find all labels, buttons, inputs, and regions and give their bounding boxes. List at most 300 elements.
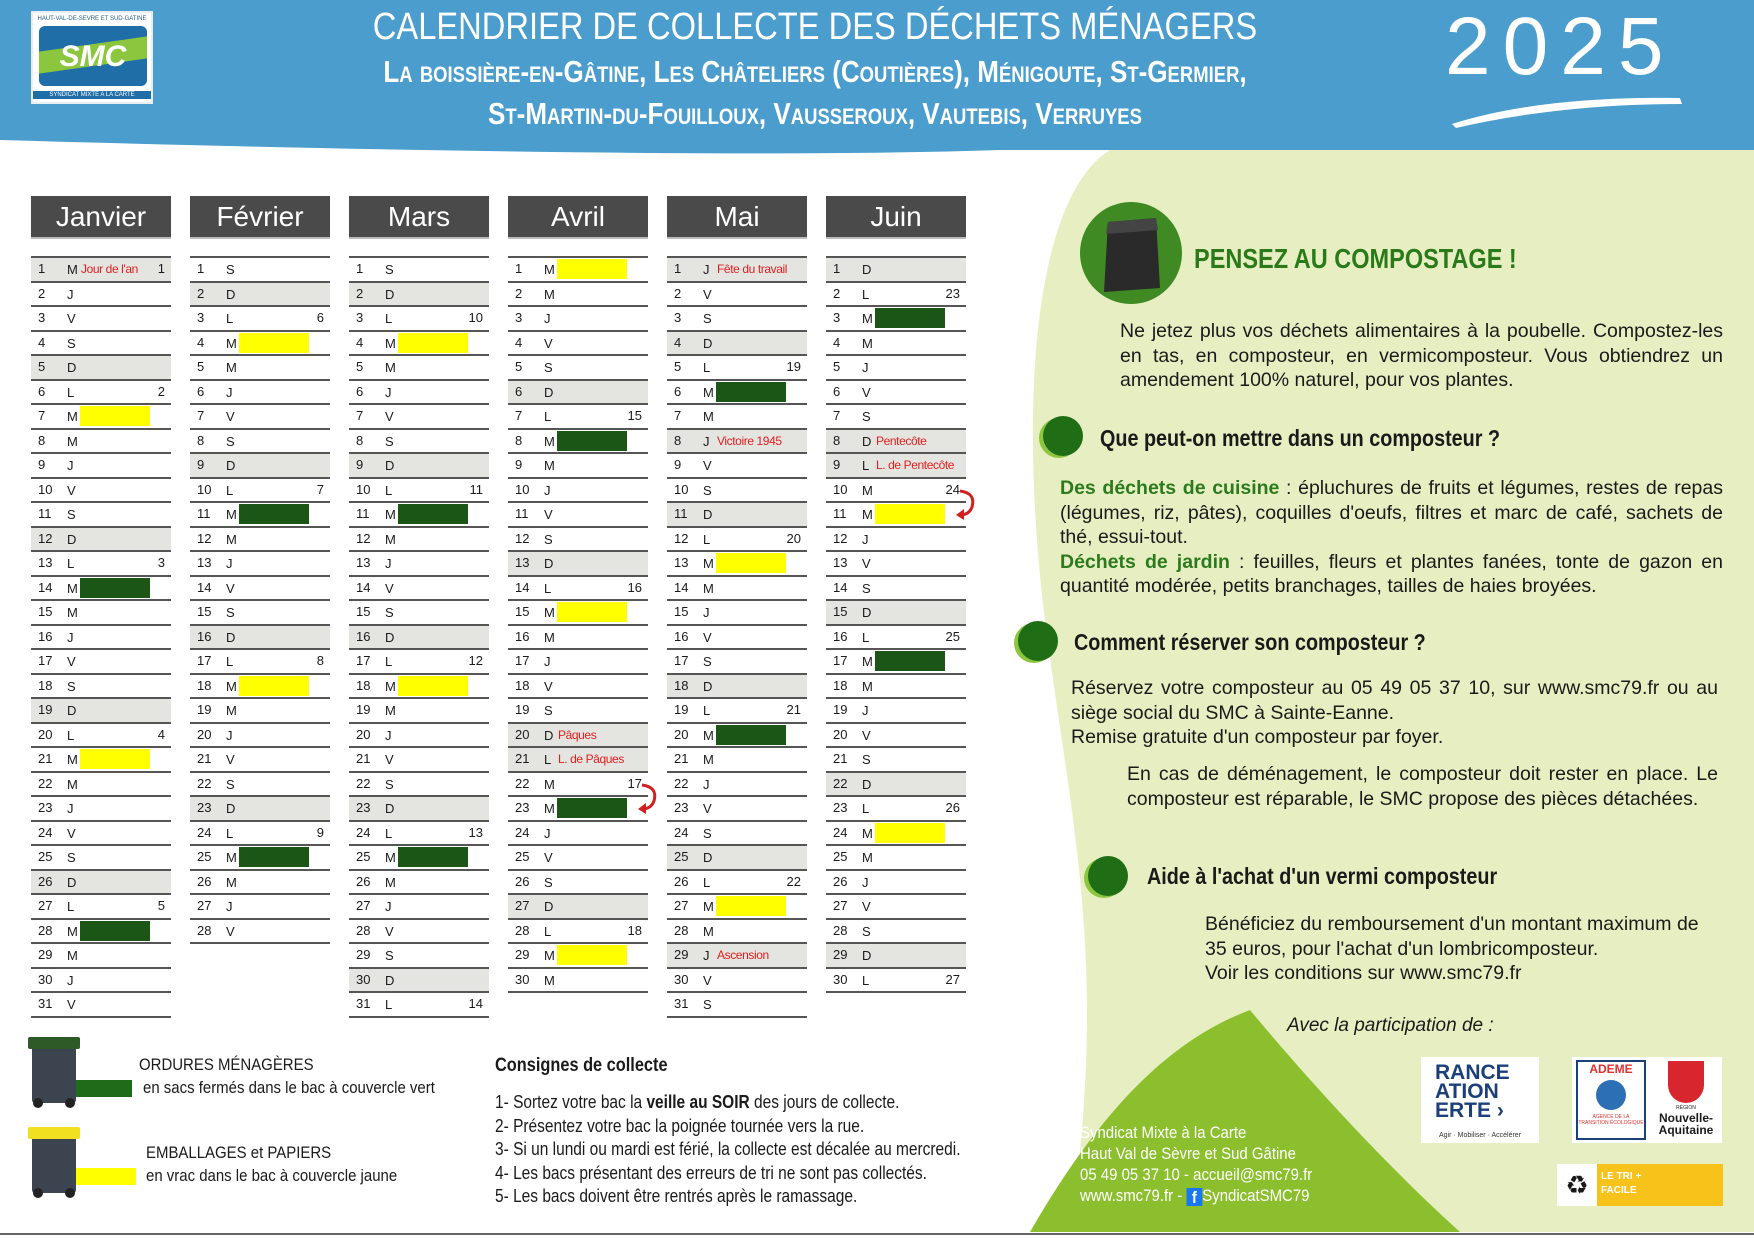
week-number: 5	[157, 898, 165, 913]
day-number: 25	[515, 849, 530, 864]
contact-email[interactable]: 05 49 05 37 10 - accueil@smc79.fr	[1080, 1165, 1313, 1184]
yellow-bin-icon	[28, 1125, 84, 1199]
day-row	[31, 577, 171, 602]
green-legend-swatch	[76, 1080, 132, 1097]
day-row	[826, 307, 966, 332]
day-row	[826, 748, 966, 773]
day-row	[826, 454, 966, 479]
month-header: Juin	[826, 196, 966, 237]
day-row	[826, 871, 966, 896]
day-row	[508, 283, 648, 308]
day-row	[349, 724, 489, 749]
day-number: 3	[38, 310, 46, 325]
day-number: 6	[833, 383, 841, 399]
day-row	[31, 381, 171, 406]
facebook-icon: f	[1186, 1188, 1202, 1206]
day-row	[667, 283, 807, 308]
weekday-letters: JVSDLMMJVSDLMMJVSDLMMJVSDLMMJVS	[703, 262, 714, 1012]
day-row	[190, 307, 330, 332]
day-number: 15	[833, 604, 848, 619]
weekday-letters: SDLMMJVSDLMMJVSDLMMJVSDLMMJV	[226, 262, 237, 939]
day-row	[826, 969, 966, 994]
day-number: 20	[356, 726, 371, 742]
day-number: 12	[833, 530, 848, 546]
day-number: 12	[515, 530, 530, 546]
day-number: 13	[833, 555, 848, 570]
day-row	[826, 944, 966, 969]
day-row	[826, 846, 966, 871]
day-number: 17	[833, 653, 848, 668]
day-row	[190, 258, 330, 283]
day-row	[349, 846, 489, 871]
week-number: 27	[945, 971, 960, 987]
week-number: 26	[945, 800, 960, 815]
day-row	[508, 822, 648, 847]
day-row	[667, 430, 807, 455]
day-number: 2	[197, 285, 205, 301]
day-row	[190, 503, 330, 528]
day-number: 16	[197, 628, 212, 644]
day-number: 30	[833, 971, 848, 987]
day-row	[349, 601, 489, 626]
day-row	[31, 944, 171, 969]
day-number: 21	[515, 751, 530, 766]
day-number: 1	[38, 261, 46, 276]
compost-move-text: En cas de déménagement, le composteur doit rester en place. Le composteur est réparable, le SMC propose des pièces détachées.	[1127, 763, 1718, 810]
consigne-5: 5- Les bacs doivent être rentrés après le ramassage.	[495, 1186, 858, 1206]
week-number: 4	[157, 726, 165, 742]
weekday-letters: SDLMMJVSDLMMJVSDLMMJVSDLMMJVSDL	[385, 262, 396, 1012]
week-number: 15	[627, 408, 642, 423]
day-row	[349, 258, 489, 283]
yellow-collection-marker	[716, 896, 786, 916]
day-number: 28	[197, 922, 212, 938]
day-row	[667, 332, 807, 357]
day-number: 11	[197, 506, 211, 521]
day-number: 17	[197, 653, 212, 668]
day-number: 11	[833, 506, 847, 521]
day-row	[508, 797, 648, 822]
day-number: 14	[356, 579, 371, 595]
day-row	[349, 405, 489, 430]
day-number: 2	[356, 285, 364, 301]
day-number: 9	[197, 457, 205, 472]
day-row	[826, 650, 966, 675]
day-number: 11	[38, 506, 52, 521]
day-number: 23	[356, 800, 371, 815]
day-number: 10	[515, 481, 530, 497]
day-number: 10	[674, 481, 689, 497]
day-row	[667, 405, 807, 430]
day-number: 1	[197, 261, 205, 276]
day-number: 29	[356, 947, 371, 962]
day-number: 10	[833, 481, 848, 497]
day-number: 30	[38, 971, 53, 987]
green-bin-icon	[28, 1035, 84, 1109]
day-number: 20	[197, 726, 212, 742]
day-number: 19	[197, 702, 212, 717]
day-number: 4	[833, 334, 841, 350]
day-number: 16	[356, 628, 371, 644]
day-row	[508, 944, 648, 969]
consigne-1: 1- Sortez votre bac la veille au SOIR des jours de collecte.	[495, 1092, 900, 1112]
weekday-letters: MMJVSDLMMJVSDLMMJVSDLMMJVSDLMM	[544, 262, 555, 988]
day-number: 26	[197, 873, 212, 889]
month-mars	[349, 196, 489, 1018]
day-row	[667, 944, 807, 969]
day-row	[349, 675, 489, 700]
day-number: 13	[356, 555, 371, 570]
day-number: 4	[38, 334, 46, 350]
day-row	[667, 356, 807, 381]
day-row	[190, 405, 330, 430]
day-row	[31, 797, 171, 822]
day-row	[508, 528, 648, 553]
day-row	[508, 454, 648, 479]
day-number: 31	[674, 996, 689, 1011]
yellow-collection-marker	[716, 553, 786, 573]
day-row	[190, 454, 330, 479]
france-nation-verte-logo: RANCE ATION ERTE › Agir · Mobiliser · Accélérer	[1421, 1057, 1539, 1143]
day-number: 18	[356, 677, 371, 693]
day-number: 3	[356, 310, 364, 325]
day-row	[190, 871, 330, 896]
yellow-collection-marker	[557, 602, 627, 622]
day-number: 24	[674, 824, 689, 840]
day-row	[508, 356, 648, 381]
day-number: 3	[674, 310, 682, 325]
day-row	[667, 454, 807, 479]
day-number: 25	[356, 849, 371, 864]
week-number: 10	[468, 310, 483, 325]
day-row	[508, 577, 648, 602]
day-row	[508, 650, 648, 675]
day-number: 29	[833, 947, 848, 962]
composter-icon	[1078, 200, 1184, 306]
legend-green-title: ORDURES MÉNAGÈRES	[139, 1055, 314, 1074]
day-number: 7	[674, 408, 682, 423]
day-number: 22	[674, 775, 689, 791]
day-number: 5	[38, 359, 46, 374]
day-row	[190, 601, 330, 626]
day-row	[667, 479, 807, 504]
website-link[interactable]: www.smc79.fr -	[1080, 1186, 1187, 1205]
day-number: 30	[356, 971, 371, 987]
holiday-label: L. de Pâques	[558, 752, 624, 766]
day-row	[826, 332, 966, 357]
week-number: 20	[786, 530, 801, 546]
day-row	[826, 773, 966, 798]
day-row	[190, 846, 330, 871]
week-number: 7	[316, 481, 324, 497]
day-row	[667, 699, 807, 724]
day-row	[826, 699, 966, 724]
day-number: 23	[515, 800, 530, 815]
day-row	[31, 479, 171, 504]
compost-what-text: Des déchets de cuisine : épluchures de fruits et légumes, restes de repas (légumes, riz, pâtes), coquilles d'oeufs, filtres et marc de café, sachets de thé, essui-tout. Déchets de jardin : feuilles, fleurs et plantes fanées, tonte de gazon en quantité modérée, petits branchages, tailles de haies broyées.	[1060, 477, 1723, 597]
day-number: 7	[356, 408, 364, 423]
week-number: 11	[469, 481, 483, 497]
month-janvier	[31, 196, 171, 1018]
day-row	[31, 332, 171, 357]
green-collection-marker	[239, 504, 309, 524]
day-number: 15	[38, 604, 53, 619]
month-header: Mai	[667, 196, 807, 237]
day-number: 29	[515, 947, 530, 962]
week-number: 14	[468, 996, 483, 1011]
day-number: 3	[515, 310, 523, 325]
day-row	[508, 675, 648, 700]
day-row	[349, 356, 489, 381]
day-number: 8	[833, 432, 841, 448]
compost-aide-text: Bénéficiez du remboursement d'un montant maximum de 35 euros, pour l'achat d'un lombricomposteur. Voir les conditions sur www.smc79.fr	[1205, 913, 1699, 984]
day-number: 26	[674, 873, 689, 889]
bullet-icon	[1018, 621, 1058, 661]
day-number: 31	[38, 996, 53, 1011]
day-number: 20	[515, 726, 530, 742]
green-collection-marker	[239, 847, 309, 867]
week-number: 25	[945, 628, 960, 644]
day-number: 7	[38, 408, 46, 423]
day-row	[508, 405, 648, 430]
day-row	[826, 528, 966, 553]
consignes-title: Consignes de collecte	[495, 1055, 668, 1076]
day-number: 19	[356, 702, 371, 717]
day-number: 8	[356, 432, 364, 448]
day-number: 20	[833, 726, 848, 742]
facebook-link[interactable]: SyndicatSMC79	[1202, 1186, 1310, 1205]
day-row	[508, 773, 648, 798]
day-number: 7	[515, 408, 523, 423]
smc-logo: HAUT-VAL-DE-SEVRE ET SUD-GATINE SMC SYNDICAT MIXTE A LA CARTE	[31, 11, 153, 104]
day-number: 13	[38, 555, 53, 570]
day-number: 4	[356, 334, 364, 350]
day-row	[349, 969, 489, 994]
day-row	[349, 773, 489, 798]
day-row	[31, 307, 171, 332]
day-row	[190, 920, 330, 945]
day-number: 27	[674, 898, 689, 913]
day-row	[349, 430, 489, 455]
day-number: 2	[674, 285, 682, 301]
day-number: 22	[515, 775, 530, 791]
day-number: 17	[515, 653, 530, 668]
day-number: 5	[197, 359, 205, 374]
weekday-letters: DLMMJVSDLMMJVSDLMMJVSDLMMJVSDL	[862, 262, 873, 988]
day-number: 9	[356, 457, 364, 472]
day-number: 11	[515, 506, 529, 521]
day-row	[190, 822, 330, 847]
consignes-section	[495, 1055, 1036, 1209]
day-number: 5	[515, 359, 523, 374]
day-number: 10	[356, 481, 371, 497]
day-number: 31	[356, 996, 371, 1011]
week-number: 24	[945, 481, 960, 497]
day-number: 23	[197, 800, 212, 815]
consigne-3: 3- Si un lundi ou mardi est férié, la collecte est décalée au mercredi.	[495, 1139, 961, 1159]
day-number: 12	[356, 530, 371, 546]
day-row	[31, 871, 171, 896]
day-row	[349, 895, 489, 920]
day-number: 17	[674, 653, 689, 668]
day-number: 6	[356, 383, 364, 399]
day-number: 26	[515, 873, 530, 889]
day-number: 25	[833, 849, 848, 864]
day-row	[508, 846, 648, 871]
day-number: 17	[356, 653, 371, 668]
day-row	[31, 528, 171, 553]
day-number: 20	[38, 726, 53, 742]
day-number: 12	[38, 530, 53, 546]
holiday-label: Fête du travail	[717, 262, 788, 276]
page-title: CALENDRIER DE COLLECTE DES DÉCHETS MÉNAGERS	[372, 6, 1258, 48]
day-row	[190, 528, 330, 553]
day-row	[31, 724, 171, 749]
day-row	[508, 871, 648, 896]
consigne-4: 4- Les bacs présentant des erreurs de tri ne sont pas collectés.	[495, 1162, 927, 1183]
region-shield-icon	[1668, 1061, 1704, 1103]
day-number: 4	[515, 334, 523, 350]
day-row	[190, 381, 330, 406]
day-number: 7	[197, 408, 205, 423]
yellow-collection-marker	[875, 504, 945, 524]
day-row	[349, 552, 489, 577]
day-row	[349, 822, 489, 847]
day-row	[667, 871, 807, 896]
day-number: 24	[833, 824, 848, 840]
day-number: 27	[38, 898, 53, 913]
day-row	[826, 479, 966, 504]
day-row	[349, 332, 489, 357]
day-number: 4	[674, 334, 682, 350]
day-number: 18	[515, 677, 530, 693]
day-row	[349, 920, 489, 945]
communes-line-2: St-Martin-du-Fouilloux, Vausseroux, Vautebis, Verruyes	[488, 96, 1142, 131]
day-number: 14	[38, 579, 53, 595]
day-number: 27	[515, 898, 530, 913]
day-number: 19	[833, 702, 848, 717]
day-row	[667, 675, 807, 700]
yellow-legend-swatch	[76, 1168, 136, 1185]
day-row	[667, 993, 807, 1018]
day-number: 30	[674, 971, 689, 987]
day-number: 1	[674, 261, 682, 276]
day-row	[826, 626, 966, 651]
week-number: 13	[468, 824, 483, 840]
day-number: 9	[833, 457, 841, 472]
day-row	[826, 552, 966, 577]
day-row	[349, 577, 489, 602]
day-number: 14	[674, 579, 689, 595]
compost-reserve-text: Réservez votre composteur au 05 49 05 37 10, sur www.smc79.fr ou au siège social du SMC à Sainte-Eanne. Remise gratuite d'un composteur par foyer.	[1071, 677, 1718, 748]
day-row	[349, 307, 489, 332]
green-collection-marker	[875, 308, 945, 328]
day-row	[826, 601, 966, 626]
question-what: Que peut-on mettre dans un composteur ?	[1100, 425, 1501, 451]
day-number: 24	[197, 824, 212, 840]
day-number: 28	[833, 922, 848, 938]
day-number: 22	[197, 775, 212, 791]
day-number: 27	[356, 898, 371, 913]
day-number: 24	[356, 824, 371, 840]
day-row	[190, 797, 330, 822]
tri-facile-logo: ♻ LE TRI + FACILE	[1557, 1164, 1723, 1206]
question-vermi: Aide à l'achat d'un vermi composteur	[1147, 863, 1498, 889]
day-row	[190, 430, 330, 455]
day-row	[508, 332, 648, 357]
day-row	[31, 454, 171, 479]
green-collection-marker	[398, 847, 468, 867]
green-collection-marker	[80, 578, 150, 598]
day-number: 20	[674, 726, 689, 742]
consigne-2: 2- Présentez votre bac la poignée tournée vers la rue.	[495, 1115, 865, 1136]
day-number: 3	[197, 310, 205, 325]
day-number: 22	[38, 775, 53, 791]
month-juin	[826, 196, 966, 993]
week-number: 21	[786, 702, 801, 717]
day-number: 9	[674, 457, 682, 472]
week-number: 12	[468, 653, 483, 668]
day-row	[349, 650, 489, 675]
day-number: 3	[833, 310, 841, 325]
day-number: 2	[38, 285, 46, 301]
day-number: 5	[674, 359, 682, 374]
holiday-label: Pâques	[558, 727, 597, 742]
day-row	[667, 258, 807, 283]
day-row	[667, 601, 807, 626]
day-row	[190, 895, 330, 920]
question-reserve: Comment réserver son composteur ?	[1074, 629, 1426, 655]
day-row	[190, 577, 330, 602]
legend-yellow-desc: en vrac dans le bac à couvercle jaune	[146, 1166, 398, 1185]
yellow-collection-marker	[80, 406, 150, 426]
ademe-region-logos: ADEME AGENCE DE LA TRANSITION ÉCOLOGIQUE RÉGION Nouvelle-Aquitaine	[1572, 1057, 1722, 1143]
day-row	[349, 797, 489, 822]
day-number: 19	[674, 702, 689, 717]
day-number: 1	[833, 261, 841, 276]
green-collection-marker	[80, 921, 150, 941]
day-row	[349, 699, 489, 724]
day-row	[826, 430, 966, 455]
day-row	[667, 920, 807, 945]
yellow-collection-marker	[557, 259, 627, 279]
day-row	[349, 626, 489, 651]
day-number: 2	[833, 285, 841, 301]
day-row	[349, 479, 489, 504]
day-number: 16	[674, 628, 689, 644]
week-number: 23	[945, 285, 960, 301]
month-header: Mars	[349, 196, 489, 237]
day-row	[190, 332, 330, 357]
day-number: 1	[356, 261, 364, 276]
day-number: 16	[38, 628, 53, 644]
day-number: 15	[197, 604, 212, 619]
week-number: 17	[627, 775, 642, 791]
day-number: 22	[356, 775, 371, 791]
day-number: 26	[833, 873, 848, 889]
month-mai	[667, 196, 807, 1018]
day-number: 18	[674, 677, 689, 693]
green-collection-marker	[557, 798, 627, 818]
weekday-letters: MJVSDLMMJVSDLMMJVSDLMMJVSDLMMJV	[67, 262, 78, 1012]
week-number: 8	[316, 653, 324, 668]
compost-title: PENSEZ AU COMPOSTAGE !	[1194, 243, 1517, 274]
day-row	[190, 724, 330, 749]
day-row	[826, 895, 966, 920]
month-février	[190, 196, 330, 944]
month-avril	[508, 196, 648, 993]
day-row	[826, 258, 966, 283]
